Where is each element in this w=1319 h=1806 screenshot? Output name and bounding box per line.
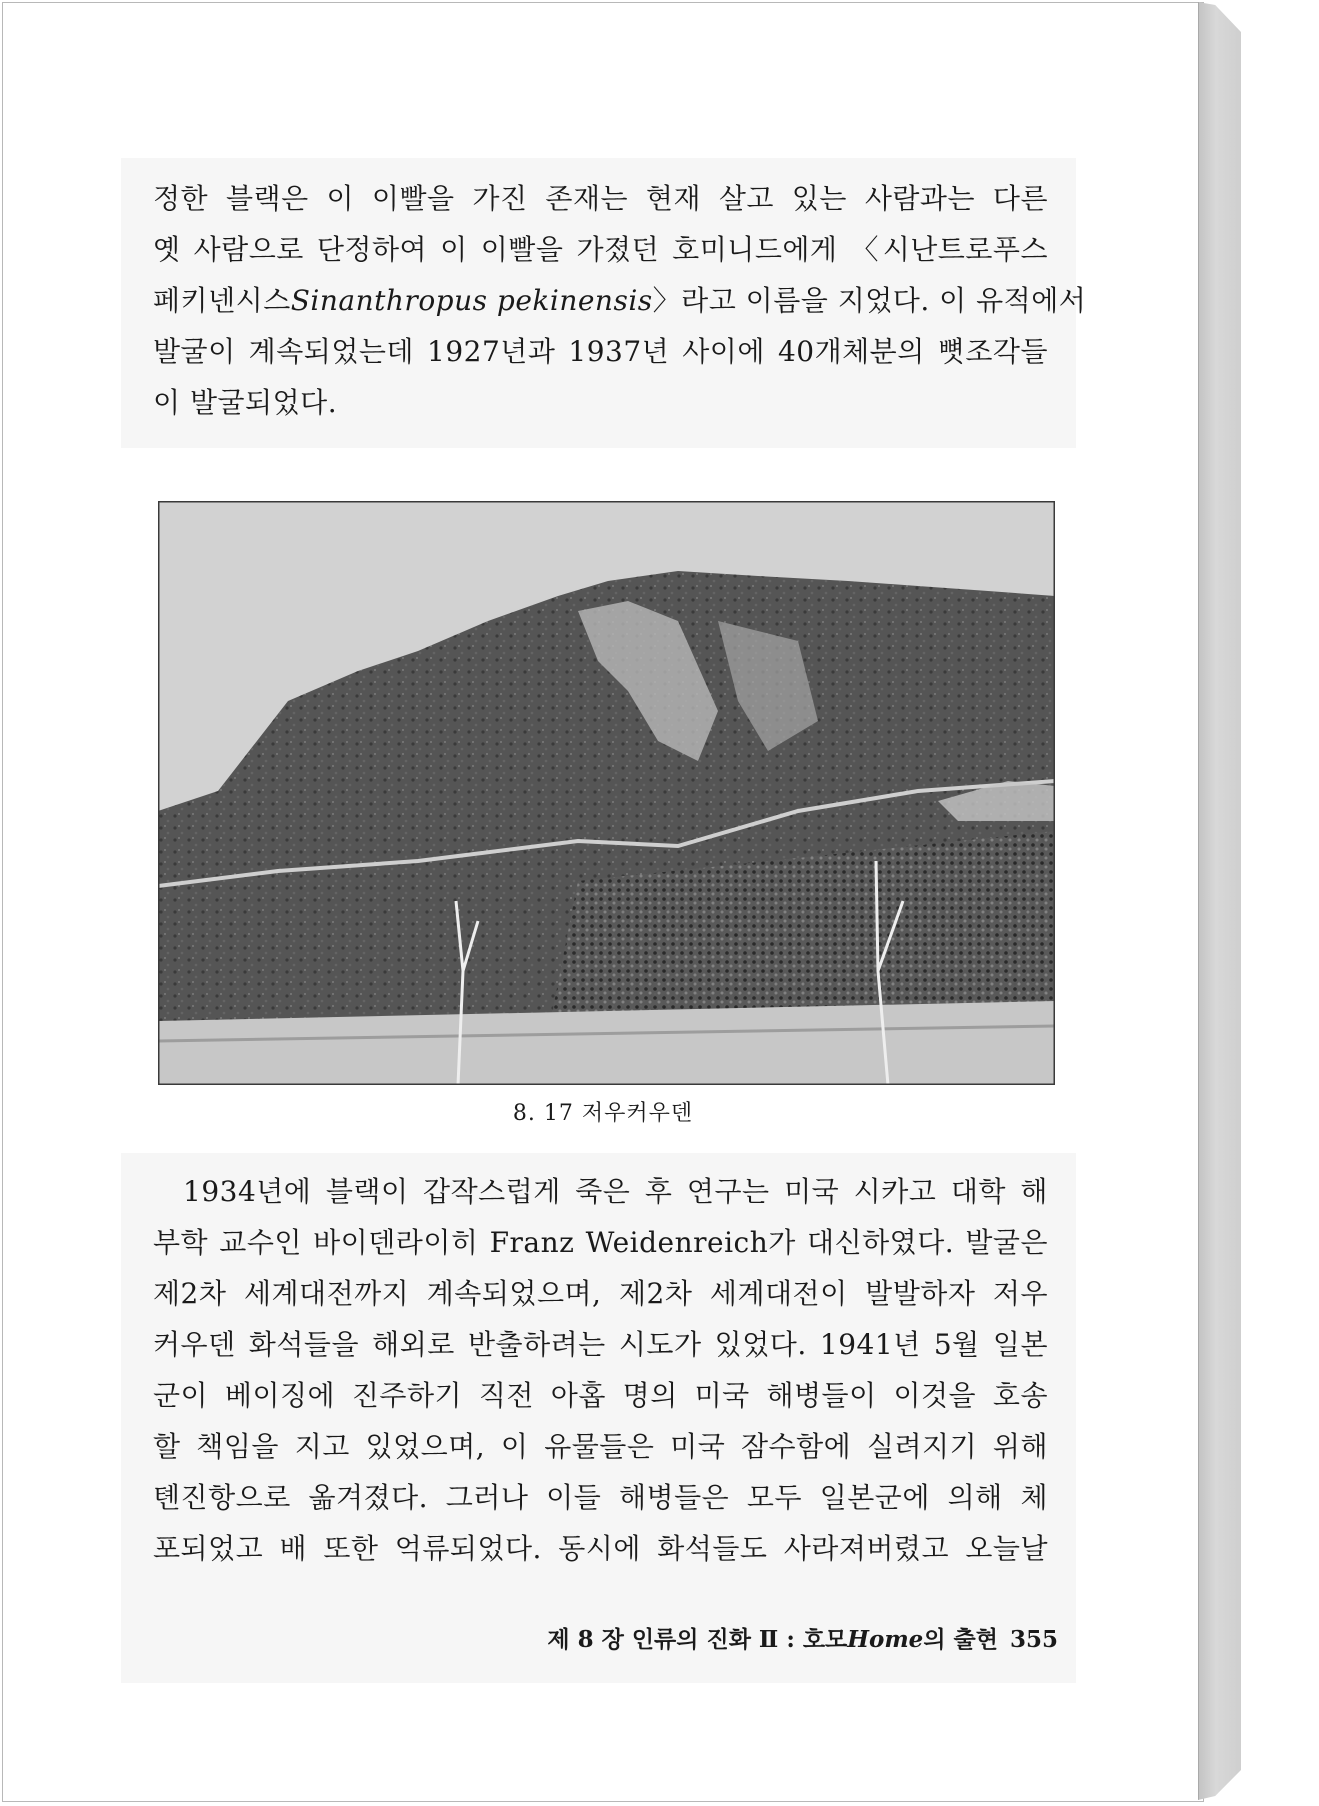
zhoukoudian-photo bbox=[158, 501, 1055, 1085]
text-line: 제2차 세계대전까지 계속되었으며, 제2차 세계대전이 발발하자 저우 bbox=[153, 1277, 1048, 1310]
text-line: 할 책임을 지고 있었으며, 이 유물들은 미국 잠수함에 실려지기 위해 bbox=[153, 1430, 1048, 1463]
page-number: 355 bbox=[1009, 1626, 1058, 1653]
text-line: 군이 베이징에 진주하기 직전 아홉 명의 미국 해병들이 이것을 호송 bbox=[153, 1379, 1048, 1412]
text-line: 이 발굴되었다. bbox=[153, 386, 338, 419]
text-fragment: 〉라고 이름을 지었다. 이 유적에서 bbox=[652, 284, 1087, 317]
figure-caption: 8. 17 저우커우덴 bbox=[512, 1101, 694, 1126]
chapter-title: 제 8 장 인류의 진화 Ⅱ : 호모 bbox=[547, 1626, 848, 1653]
text-line: 톈진항으로 옮겨졌다. 그러나 이들 해병들은 모두 일본군에 의해 체 bbox=[153, 1481, 1048, 1514]
chapter-title-end: 의 출현 bbox=[923, 1626, 998, 1653]
paragraph-1 bbox=[153, 173, 1087, 428]
chapter-title-italic: Home bbox=[847, 1626, 924, 1653]
book-page-edge bbox=[1198, 2, 1241, 1800]
text-fragment: 페키넨시스 bbox=[153, 284, 291, 317]
latin-name: Sinanthropus pekinensis bbox=[290, 284, 653, 317]
text-line: 부학 교수인 바이덴라이히 Franz Weidenreich가 대신하였다. 발굴은 bbox=[153, 1226, 1048, 1259]
hillside-illustration bbox=[158, 501, 1055, 1085]
text-line: 옛 사람으로 단정하여 이 이빨을 가졌던 호미니드에게 〈시난트로푸스 bbox=[153, 233, 1048, 266]
text-line: 포되었고 배 또한 억류되었다. 동시에 화석들도 사라져버렸고 오늘날 bbox=[153, 1532, 1048, 1565]
book-page bbox=[2, 2, 1204, 1802]
text-line: 정한 블랙은 이 이빨을 가진 존재는 현재 살고 있는 사람과는 다른 bbox=[153, 182, 1048, 215]
text-line: 1934년에 블랙이 갑작스럽게 죽은 후 연구는 미국 시카고 대학 해 bbox=[183, 1175, 1048, 1208]
running-footer bbox=[547, 1621, 1058, 1654]
paragraph-2 bbox=[153, 1166, 1048, 1574]
text-line: 발굴이 계속되었는데 1927년과 1937년 사이에 40개체분의 뼛조각들 bbox=[153, 335, 1048, 368]
text-line-with-latin bbox=[153, 275, 1087, 326]
text-line: 커우덴 화석들을 해외로 반출하려는 시도가 있었다. 1941년 5월 일본 bbox=[153, 1328, 1048, 1361]
